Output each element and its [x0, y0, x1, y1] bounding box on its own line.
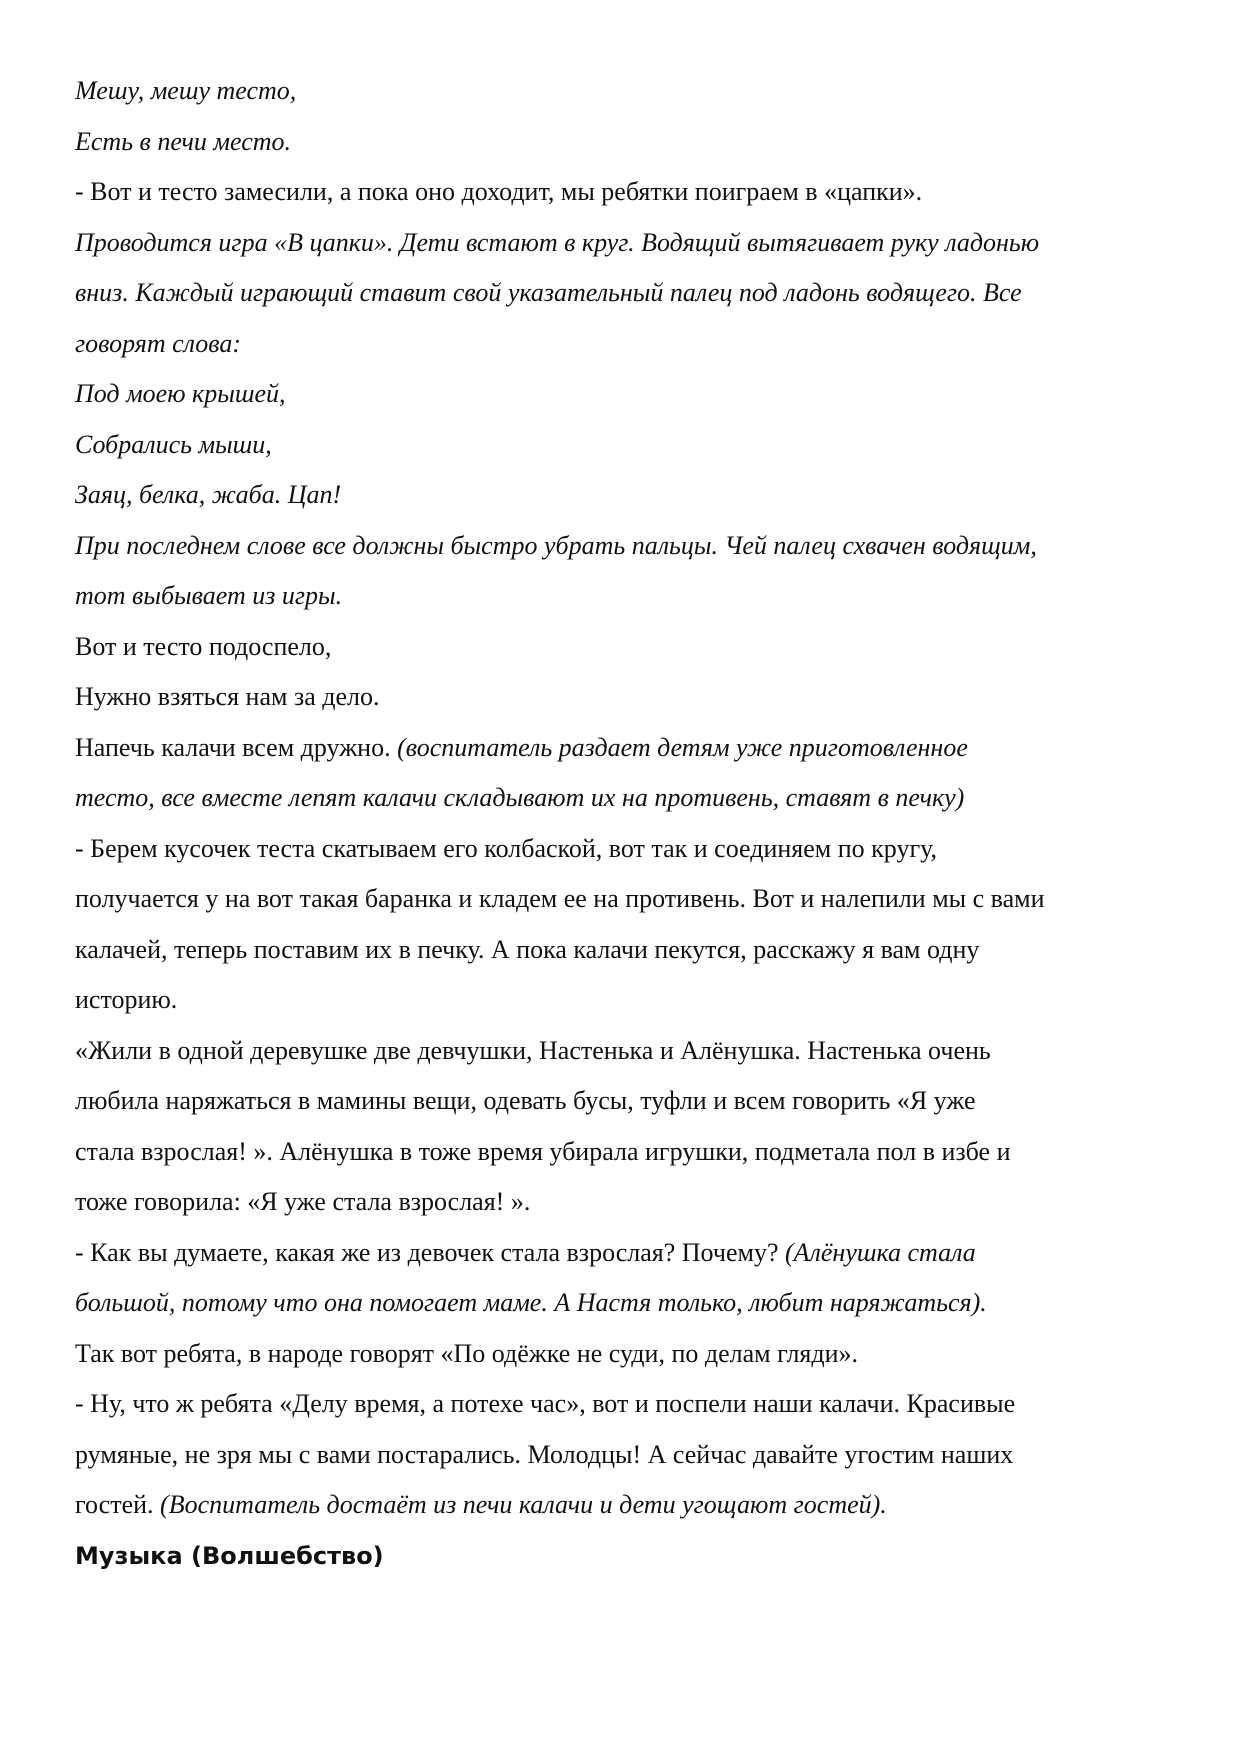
text-line	[75, 1026, 1185, 1077]
text-line	[75, 470, 1185, 521]
text-line	[75, 1177, 1185, 1228]
regular-text: получается у на вот такая баранка и кладем ее на противень. Вот и налепили мы с вами	[75, 884, 1045, 913]
text-line	[75, 571, 1185, 622]
regular-text: калачей, теперь поставим их в печку. А пока калачи пекутся, расскажу я вам одну	[75, 934, 980, 964]
italic-text: говорят слова:	[75, 328, 242, 358]
text-line	[75, 167, 1185, 218]
italic-text: (Алёнушка стала	[785, 1237, 976, 1267]
section-heading: Музыка (Волшебство)	[75, 1541, 384, 1570]
regular-text: «Жили в одной деревушке две девчушки, Настенька и Алёнушка. Настенька очень	[75, 1035, 991, 1065]
text-line	[75, 1430, 1185, 1481]
text-line	[75, 117, 1185, 168]
text-line	[75, 1127, 1185, 1178]
text-line	[75, 975, 1185, 1026]
italic-text: Мешу, мешу тесто,	[75, 76, 297, 105]
italic-text: Есть в печи место.	[75, 126, 292, 156]
regular-text: - Ну, что ж ребята «Делу время, а потехе час», вот и поспели наши калачи. Красивые	[75, 1389, 1016, 1418]
text-line	[75, 1228, 1185, 1279]
italic-text: тесто, все вместе лепят калачи складывают их на противень, ставят в печку)	[75, 783, 965, 812]
regular-text: - Берем кусочек теста скатываем его колбаской, вот так и соединяем по кругу,	[75, 833, 937, 863]
regular-text: историю.	[75, 985, 178, 1014]
italic-text: (воспитатель раздает детям уже приготовленное	[397, 732, 968, 762]
regular-text: Напечь калачи всем дружно.	[75, 732, 398, 762]
text-line	[75, 369, 1185, 420]
text-line	[75, 1076, 1185, 1127]
text-line	[75, 723, 1185, 774]
text-line	[75, 319, 1185, 370]
text-line	[75, 824, 1185, 875]
text-line	[75, 1329, 1185, 1380]
regular-text: стала взрослая! ». Алёнушка в тоже время убирала игрушки, подметала пол в избе и	[75, 1136, 1011, 1166]
regular-text: - Как вы думаете, какая же из девочек стала взрослая? Почему?	[75, 1237, 785, 1267]
italic-text: Собрались мыши,	[75, 429, 272, 459]
regular-text: - Вот и тесто замесили, а пока оно доходит, мы ребятки поиграем в «цапки».	[75, 177, 923, 206]
regular-text: Так вот ребята, в народе говорят «По одёжке не суди, по делам гляди».	[75, 1338, 859, 1368]
italic-text: Проводится игра «В цапки». Дети встают в круг. Водящий вытягивает руку ладонью	[75, 227, 1040, 257]
text-line	[75, 773, 1185, 824]
text-line	[75, 925, 1185, 976]
regular-text: гостей.	[75, 1490, 161, 1519]
regular-text: румяные, не зря мы с вами постарались. Молодцы! А сейчас давайте угостим наших	[75, 1439, 1014, 1469]
text-line	[75, 66, 1185, 117]
italic-text: (Воспитатель достаёт из печи калачи и дети угощают гостей).	[160, 1490, 887, 1519]
italic-text: вниз. Каждый играющий ставит свой указательный палец под ладонь водящего. Все	[75, 278, 1022, 307]
text-line	[75, 622, 1185, 673]
regular-text: Нужно взяться нам за дело.	[75, 682, 380, 711]
regular-text: Вот и тесто подоспело,	[75, 631, 332, 661]
text-line	[75, 1379, 1185, 1430]
text-line	[75, 420, 1185, 471]
text-line	[75, 1278, 1185, 1329]
text-line	[75, 521, 1185, 572]
text-line	[75, 874, 1185, 925]
document-page	[75, 66, 1185, 1581]
italic-text: Под моею крышей,	[75, 379, 286, 408]
regular-text: тоже говорила: «Я уже стала взрослая! ».	[75, 1187, 531, 1216]
regular-text: любила наряжаться в мамины вещи, одевать бусы, туфли и всем говорить «Я уже	[75, 1086, 976, 1115]
text-line	[75, 218, 1185, 269]
text-line	[75, 1480, 1185, 1531]
text-line	[75, 268, 1185, 319]
italic-text: Заяц, белка, жаба. Цап!	[75, 480, 342, 509]
document-body	[75, 66, 1185, 1531]
italic-text: тот выбывает из игры.	[75, 581, 343, 610]
italic-text: При последнем слове все должны быстро убрать пальцы. Чей палец схвачен водящим,	[75, 530, 1037, 560]
italic-text: большой, потому что она помогает маме. А Настя только, любит наряжаться).	[75, 1288, 987, 1317]
text-line	[75, 672, 1185, 723]
